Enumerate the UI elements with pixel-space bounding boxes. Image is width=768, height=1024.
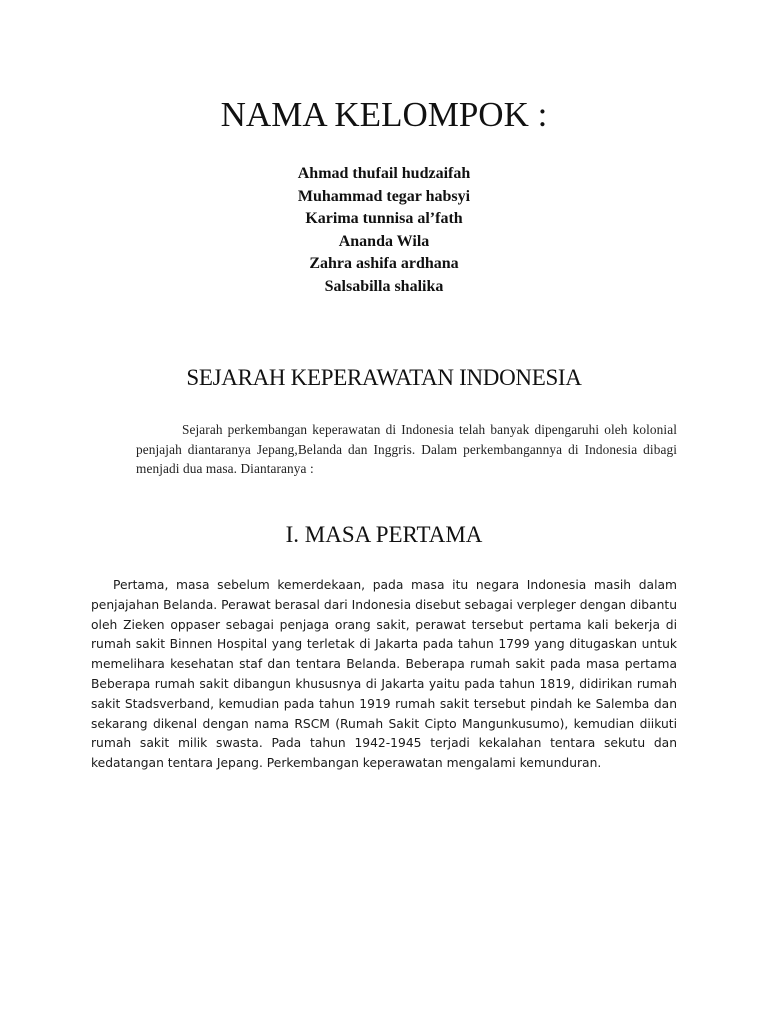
member-name: Ahmad thufail hudzaifah	[297, 165, 471, 182]
intro-paragraph: Sejarah perkembangan keperawatan di Indonesia telah banyak dipengaruhi oleh kolonial penjajah diantaranya Jepang,Belanda dan Inggris. Dalam perkembangannya di Indonesia dibagi menjadi dua masa. Diantaranya :	[136, 422, 677, 476]
body-paragraph: Pertama, masa sebelum kemerdekaan, pada masa itu negara Indonesia masih dalam penjajahan Belanda. Perawat berasal dari Indonesia disebut sebagai verpleger dengan dibantu oleh Zieken oppaser sebagai penjaga orang sakit, perawat tersebut pertama kali bekerja di rumah sakit Binnen Hospital yang terletak di Jakarta pada tahun 1799 yang ditugaskan untuk memelihara kesehatan staf dan tentara Belanda. Beberapa rumah sakit pada masa pertama Beberapa rumah sakit dibangun khususnya di Jakarta yaitu pada tahun 1819, didirikan rumah sakit Stadsverband, kemudian pada tahun 1919 rumah sakit tersebut pindah ke Salemba dan sekarang dikenal dengan nama RSCM (Rumah Sakit Cipto Mangunkusumo), kemudian diikuti rumah sakit milik swasta. Pada tahun 1942-1945 terjadi kekalahan tentara sekutu dan kedatangan tentara Jepang. Perkembangan keperawatan mengalami kemunduran.	[91, 578, 677, 771]
group-heading: NAMA KELOMPOK :	[220, 95, 548, 134]
member-name: Zahra ashifa ardhana	[309, 255, 459, 273]
member-list	[0, 163, 768, 299]
member-name: Muhammad tegar habsyi	[297, 187, 471, 205]
member-name: Karima tunnisa al’fath	[305, 210, 463, 228]
member-name: Salsabilla shalika	[324, 277, 444, 295]
section-title: SEJARAH KEPERAWATAN INDONESIA	[186, 365, 582, 390]
subsection-title: I. MASA PERTAMA	[285, 522, 483, 547]
member-name: Ananda Wila	[338, 232, 430, 250]
